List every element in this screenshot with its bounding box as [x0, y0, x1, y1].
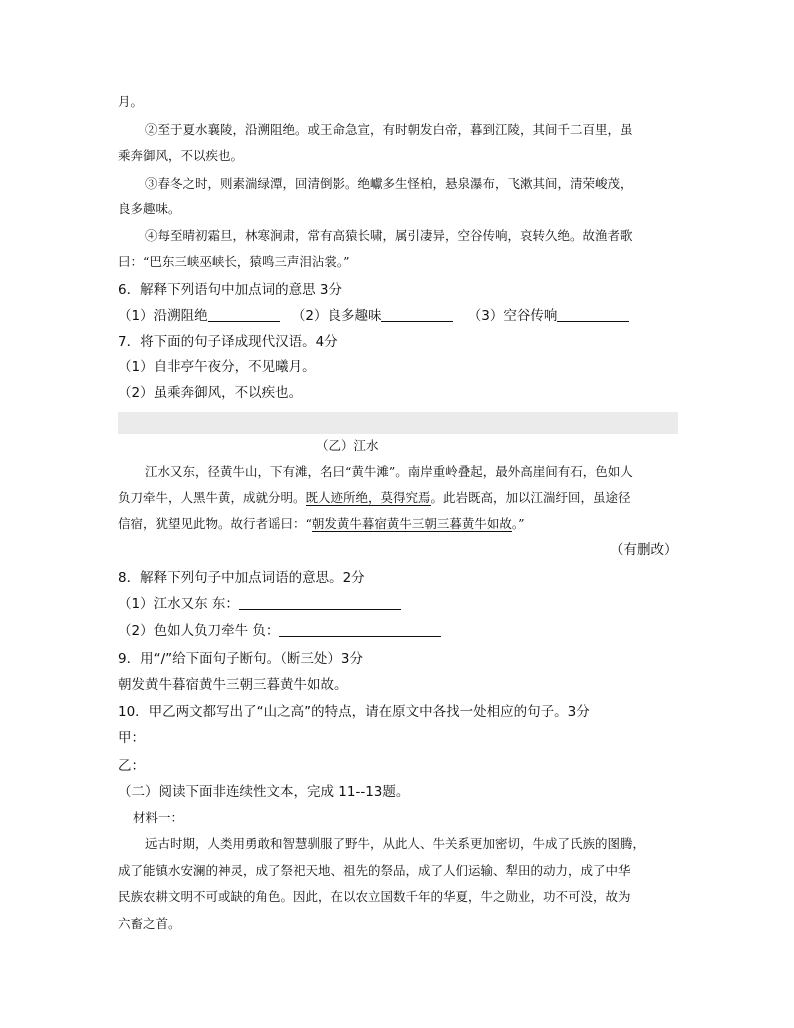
- passage-b-line2: [118, 488, 631, 508]
- question-10-stem: 10．甲乙两文都写出了“山之高”的特点，请在原文中各找一处相应的句子。3分: [118, 704, 590, 720]
- passage-b-line3-end: 。”: [511, 516, 525, 531]
- q8-answer-blank-1[interactable]: [239, 595, 401, 610]
- passage-a-p4-line2: 曰：“巴东三峡巫峡长，猿鸣三声泪沾裳。”: [118, 254, 350, 269]
- q6-item-1: （1）沿溯阻绝: [118, 308, 208, 324]
- question-8-stem: 8．解释下列句子中加点词语的意思。2分: [118, 570, 365, 586]
- underlined-sentence-1: 既人迹所绝，莫得究焉: [305, 490, 431, 505]
- section-2-heading: （二）阅读下面非连续性文本，完成 11--13题。: [118, 784, 410, 800]
- passage-a-p2-line2: 乘奔御风，不以疾也。: [118, 148, 244, 163]
- passage-b-line1: 江水又东，径黄牛山，下有滩，名曰“黄牛滩”。南岸重岭叠起，最外高崖间有石，色如人: [145, 464, 633, 479]
- passage-a-p2-line1: ②至于夏水襄陵，沿溯阻绝。或王命急宣，有时朝发白帝，暮到江陵，其间千二百里，虽: [145, 122, 633, 137]
- question-8-item-1: [118, 594, 401, 614]
- question-9-stem: 9．用“/”给下面句子断句。（断三处）3分: [118, 651, 363, 667]
- passage-a-p4-line1: ④每至晴初霜旦，林寒涧肃，常有高猿长啸，属引凄异，空谷传响，哀转久绝。故渔者歌: [145, 228, 633, 243]
- q6-item-2: （2）良多趣味: [291, 308, 382, 324]
- q6-answer-blank-2[interactable]: [381, 307, 453, 322]
- passage-a-p3-line1: ③春冬之时，则素湍绿潭，回清倒影。绝巘多生怪柏，悬泉瀑布，飞漱其间，清荣峻茂，: [145, 176, 633, 191]
- question-10-jia[interactable]: 甲：: [118, 730, 145, 746]
- source-note: （有删改）: [610, 542, 678, 558]
- passage-b-line3-start: 信宿，犹望见此物。故行者谣曰：“: [118, 516, 312, 531]
- question-7-sentence-2: （2）虽乘奔御风，不以疾也。: [118, 385, 303, 401]
- q6-answer-blank-3[interactable]: [557, 307, 629, 322]
- q8-item-1-label: （1）江水又东 东：: [118, 596, 239, 612]
- material-1-line3: 民族农耕文明不可或缺的角色。因此，在以农立国数千年的华夏，牛之勋业，功不可没，故为: [118, 889, 631, 904]
- material-1-line1: 远古时期，人类用勇敢和智慧驯服了野牛，从此人、牛关系更加密切，牛成了氏族的图腾，: [145, 836, 646, 851]
- underlined-sentence-2: 朝发黄牛暮宿黄牛三朝三暮黄牛如故: [311, 516, 512, 531]
- question-10-yi[interactable]: 乙：: [118, 758, 145, 774]
- question-9-text: 朝发黄牛暮宿黄牛三朝三暮黄牛如故。: [118, 677, 348, 693]
- question-6-answers: [118, 306, 629, 326]
- question-8-item-2: [118, 621, 441, 641]
- question-7-sentence-1: （1）自非亭午夜分，不见曦月。: [118, 359, 316, 375]
- section-divider-band: [118, 412, 678, 434]
- q6-answer-blank-1[interactable]: [208, 307, 280, 322]
- passage-b-line3: [118, 514, 525, 534]
- passage-a-p3-line2: 良多趣味。: [118, 201, 181, 216]
- q8-answer-blank-2[interactable]: [279, 622, 441, 637]
- passage-b-title: （乙）江水: [316, 438, 379, 453]
- question-6-stem: 6．解释下列语句中加点词的意思 3分: [118, 282, 342, 298]
- material-1-label: 材料一：: [133, 810, 184, 825]
- question-7-stem: 7．将下面的句子译成现代汉语。4分: [118, 334, 338, 350]
- passage-a-line: 月。: [118, 94, 144, 109]
- passage-b-line2-end: 。此岩既高，加以江湍纡回，虽途径: [430, 490, 631, 505]
- material-1-line2: 成了能镇水安澜的神灵，成了祭祀天地、祖先的祭品，成了人们运输、犁田的动力，成了中华: [118, 863, 631, 878]
- q6-item-3: （3）空谷传响: [467, 308, 558, 324]
- material-1-line4: 六畜之首。: [118, 916, 181, 931]
- q8-item-2-label: （2）色如人负刀牵牛 负：: [118, 623, 280, 639]
- passage-b-line2-start: 负刀牵牛，人黑牛黄，成就分明。: [118, 490, 306, 505]
